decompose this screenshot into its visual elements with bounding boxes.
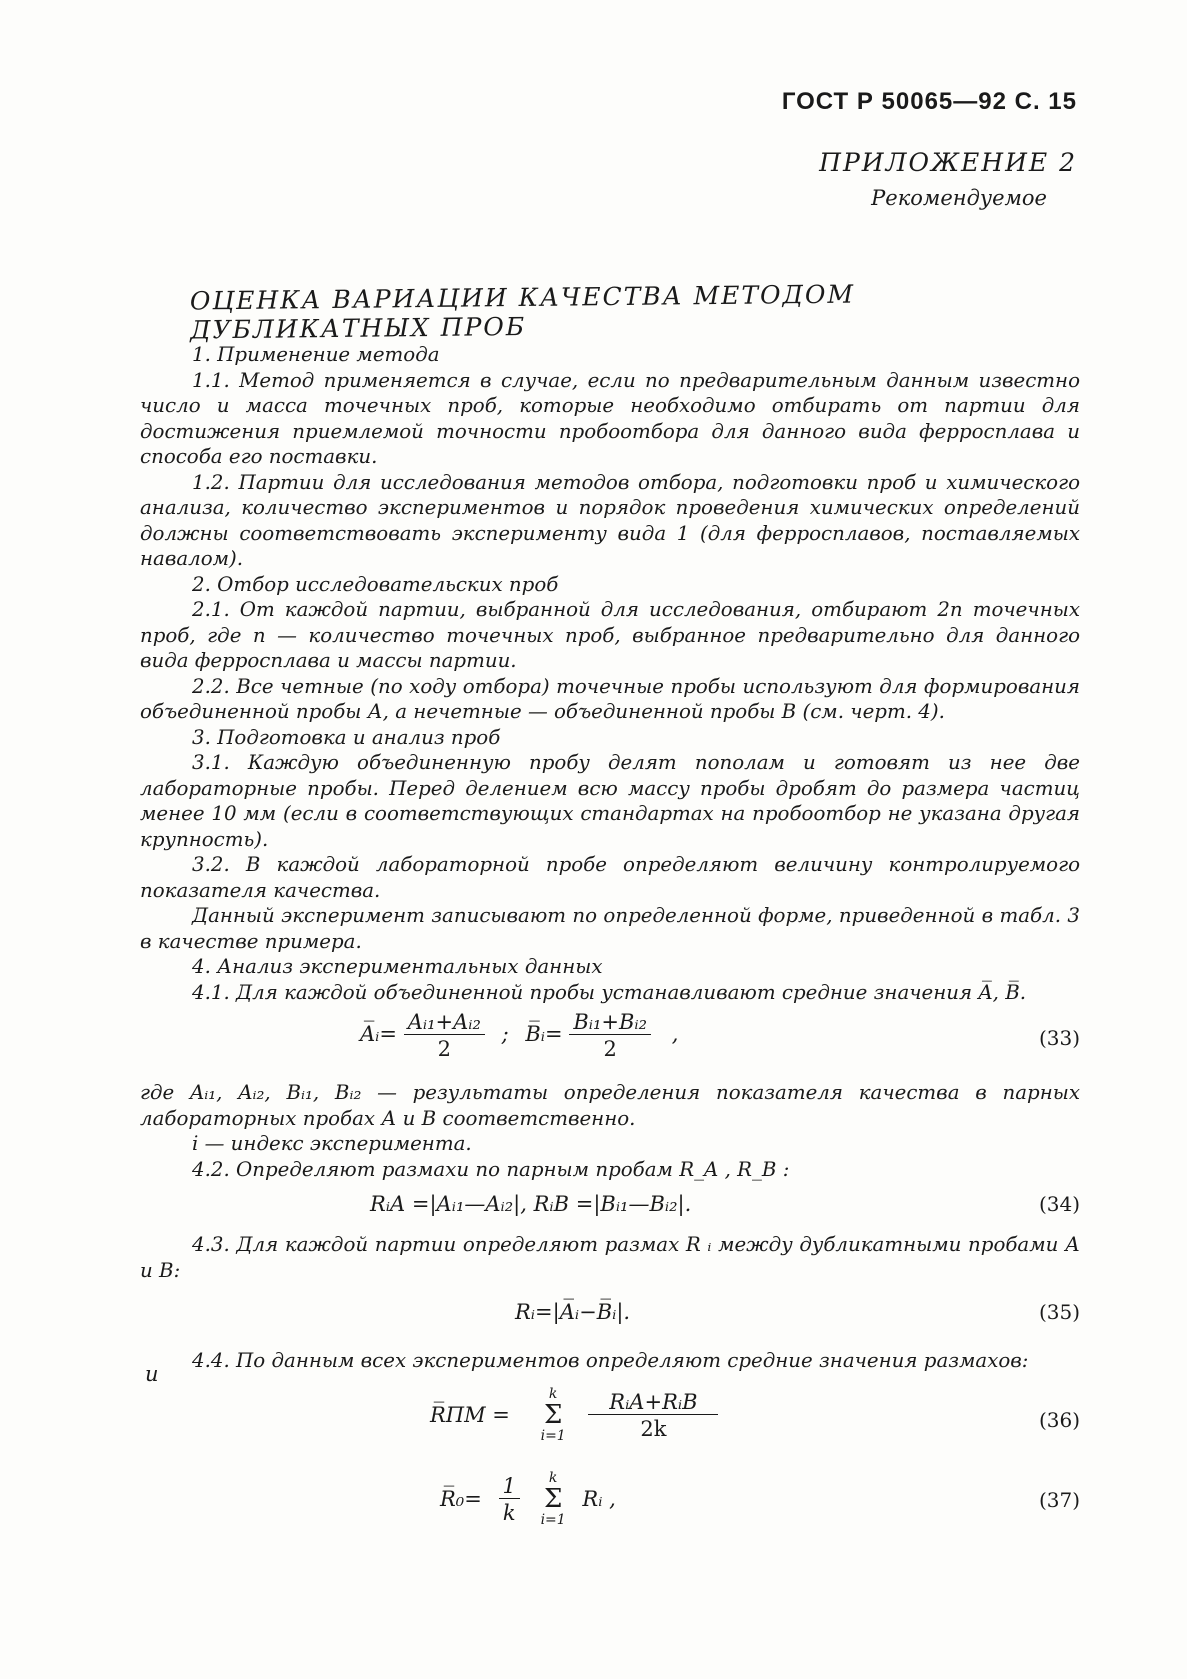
text-after-33 (140, 1080, 1080, 1182)
formula-33-num-a: Aᵢ₁+Aᵢ₂ (404, 1010, 485, 1035)
section-2-heading: 2. Отбор исследовательских проб (192, 572, 559, 596)
formula-36-expression (430, 1386, 718, 1444)
formula-36 (140, 1386, 1080, 1462)
formula-33-expression (360, 1010, 678, 1061)
formula-35-number: (35) (1038, 1300, 1080, 1324)
formula-33-tail: , (671, 1022, 679, 1046)
body-text (140, 342, 1080, 1005)
formula-36-num: RᵢA+RᵢB (588, 1390, 718, 1415)
paragraph-2-1: 2.1. От каждой партии, выбранной для исследования, отбирают 2n точечных проб, где n — количество точечных проб, выбранное предварительно для данного вида ферросплава и массы партии. (140, 598, 1080, 672)
section-1-heading: 1. Применение метода (192, 343, 440, 366)
formula-36-sum (541, 1386, 566, 1444)
formula-33-num-b: Bᵢ₁+Bᵢ₂ (569, 1010, 651, 1035)
formula-35-expression: Rᵢ=|A̅ᵢ−B̅ᵢ|. (515, 1300, 631, 1324)
paragraph-2-2: 2.2. Все четные (по ходу отбора) точечные пробы используют для формирования объединенной пробы А, а нечетные — объединенной пробы В (см. черт. 4). (140, 674, 1080, 723)
formula-34-expression: RᵢA =|Aᵢ₁—Aᵢ₂|, RᵢB =|Bᵢ₁—Bᵢ₂|. (370, 1192, 692, 1216)
text-4-4 (140, 1348, 1080, 1374)
paragraph-4-1: 4.1. Для каждой объединенной пробы устанавливают средние значения A̅, B̅. (192, 980, 1027, 1004)
formula-33-separator: ; (501, 1022, 509, 1046)
formula-33-lhs-a: A̅ᵢ= (360, 1022, 397, 1046)
formula-37-sum-sign: Σ (543, 1484, 563, 1514)
formula-33 (140, 1010, 1080, 1070)
section-4-heading: 4. Анализ экспериментальных данных (192, 955, 603, 978)
formula-36-frac (588, 1390, 718, 1441)
formula-37-frac-den: k (502, 1500, 516, 1525)
index-clause: i — индекс эксперимента. (192, 1132, 472, 1155)
formula-37-frac-num: 1 (499, 1474, 520, 1499)
formula-37 (140, 1470, 1080, 1546)
where-clause: где Aᵢ₁, Aᵢ₂, Bᵢ₁, Bᵢ₂ — результаты определения показателя качества в парных лабораторных пробах А и В соответственно. (140, 1081, 1080, 1130)
paragraph-3-3: Данный эксперимент записывают по определенной форме, приведенной в табл. 3 в качестве примера. (140, 904, 1080, 953)
page-header: ГОСТ Р 50065—92 С. 15 (781, 88, 1077, 115)
and-word: и (145, 1362, 159, 1386)
formula-33-frac-a (404, 1010, 485, 1061)
paragraph-3-2: 3.2. В каждой лабораторной пробе определяют величину контролируемого показателя качества. (140, 853, 1080, 902)
paragraph-4-3: 4.3. Для каждой партии определяют размах R ᵢ между дубликатными пробами А и В: (140, 1233, 1080, 1282)
formula-33-lhs-b: B̅ᵢ= (525, 1022, 563, 1046)
formula-36-number: (36) (1038, 1408, 1080, 1432)
formula-33-den-a: 2 (437, 1037, 451, 1061)
formula-37-expression (440, 1470, 616, 1528)
formula-37-sum-bottom: i=1 (540, 1512, 566, 1528)
formula-37-lhs: R̅₀= (440, 1487, 482, 1511)
document-title: ОЦЕНКА ВАРИАЦИИ КАЧЕСТВА МЕТОДОМ ДУБЛИКАТНЫХ ПРОБ (189, 279, 856, 345)
formula-37-sum (541, 1470, 566, 1528)
formula-33-den-b: 2 (603, 1037, 617, 1061)
formula-36-lhs: R̅ПМ = (430, 1403, 510, 1427)
formula-34-number: (34) (1038, 1192, 1080, 1216)
paragraph-3-1: 3.1. Каждую объединенную пробу делят пополам и готовят из нее две лабораторные пробы. Перед делением всю массу пробы дробят до размера частиц менее 10 мм (если в соответствующих стандартах на пробоотбор не указана другая крупность). (140, 751, 1080, 851)
paragraph-4-4: 4.4. По данным всех экспериментов определяют средние значения размахов: (192, 1349, 1029, 1372)
formula-37-tail: Rᵢ , (582, 1487, 616, 1511)
formula-36-sum-bottom: i=1 (540, 1428, 566, 1444)
section-3-heading: 3. Подготовка и анализ проб (192, 725, 501, 749)
paragraph-1-2: 1.2. Партии для исследования методов отбора, подготовки проб и химического анализа, количество экспериментов и порядок проведения химических определений должны соответствовать эксперименту вида 1 (для ферросплавов, поставляемых навалом). (140, 470, 1080, 570)
formula-36-sum-sign: Σ (543, 1400, 563, 1430)
formula-36-den: 2k (640, 1416, 667, 1441)
formula-36-sum-top: k (548, 1386, 558, 1402)
paragraph-4-2: 4.2. Определяют размахи по парным пробам R_A , R_B : (192, 1157, 790, 1181)
text-4-3 (140, 1232, 1080, 1283)
formula-33-number: (33) (1038, 1026, 1080, 1050)
paragraph-1-1: 1.1. Метод применяется в случае, если по предварительным данным известно число и масса точечных проб, которые необходимо отбирать от партии для достижения приемлемой точности пробоотбора для данного вида ферросплава и способа его поставки. (140, 368, 1080, 468)
formula-37-frac (499, 1474, 520, 1525)
appendix-type: Рекомендуемое (871, 186, 1047, 210)
formula-33-frac-b (569, 1010, 651, 1061)
formula-37-number: (37) (1038, 1488, 1080, 1512)
appendix-label: ПРИЛОЖЕНИЕ 2 (819, 148, 1077, 177)
formula-37-sum-top: k (548, 1470, 558, 1486)
